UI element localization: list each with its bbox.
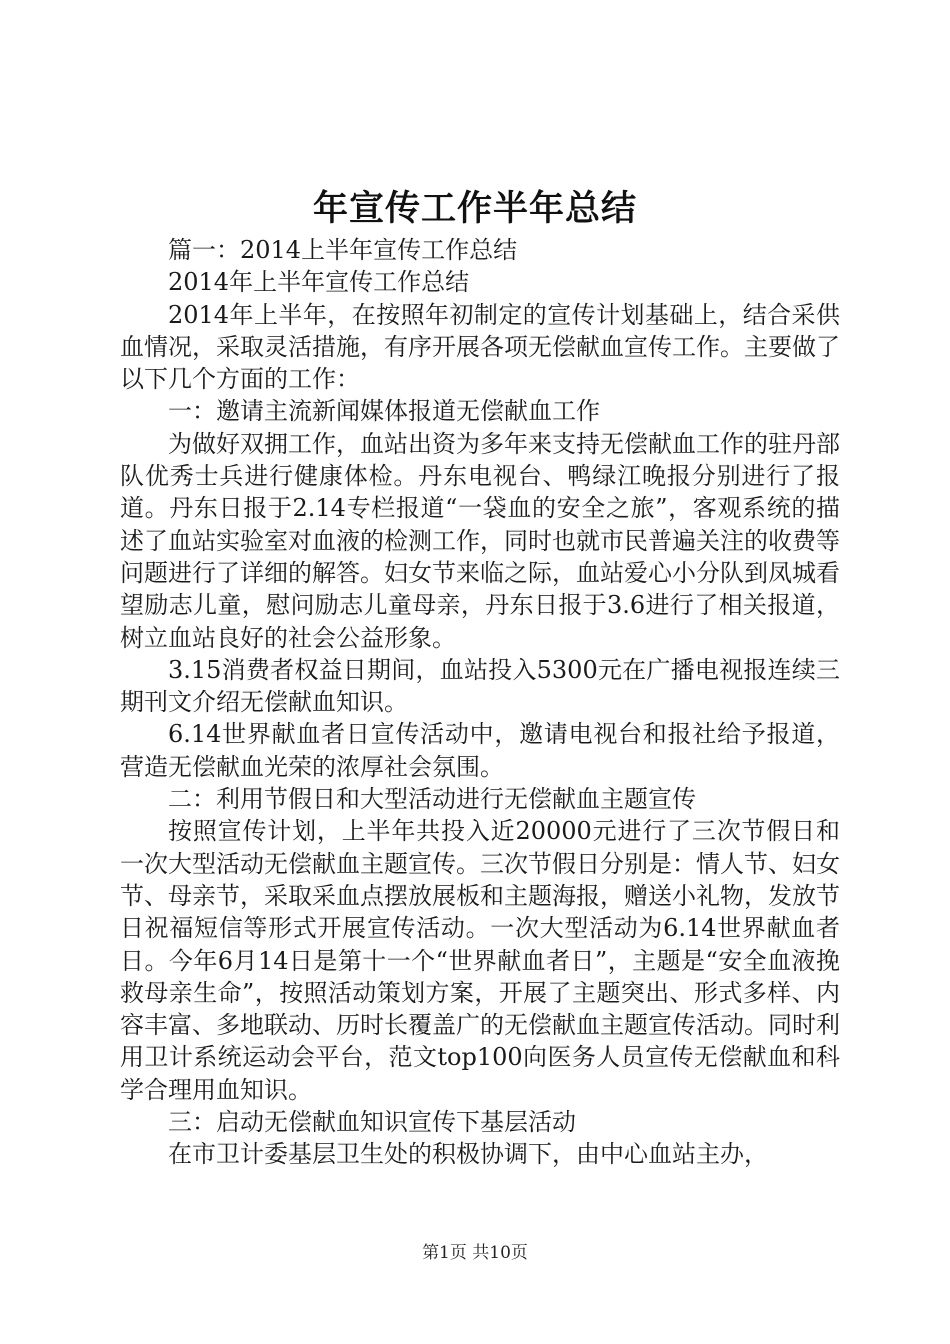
paragraph-intro: 2014年上半年，在按照年初制定的宣传计划基础上，结合采供血情况，采取灵活措施，有序开展各项无偿献血宣传工作。主要做了以下几个方面的工作：: [120, 300, 840, 394]
paragraph-consumer-day: 3.15消费者权益日期间，血站投入5300元在广播电视报连续三期刊文介绍无偿献血知识。: [120, 655, 840, 717]
paragraph-grassroots: 在市卫计委基层卫生处的积极协调下，由中心血站主办，: [168, 1140, 768, 1169]
paragraph-heading-part-one: 篇一：2014上半年宣传工作总结: [168, 236, 518, 264]
paragraph-media-reports: 为做好双拥工作，血站出资为多年来支持无偿献血工作的驻丹部队优秀士兵进行健康体检。丹东电视台、鸭绿江晚报分别进行了报道。丹东日报于2.14专栏报道“一袋血的安全之旅”，客观系统的描述了血站实验室对血液的检测工作，同时也就市民普遍关注的收费等问题进行了详细的解答。妇女节来临之际，血站爱心小分队到凤城看望励志儿童，慰问励志儿童母亲，丹东日报于3.6进行了相关报道，树立血站良好的社会公益形象。: [120, 429, 840, 652]
page-footer: 第1页 共10页: [422, 1243, 528, 1263]
section-heading-two: 二：利用节假日和大型活动进行无偿献血主题宣传: [168, 785, 696, 814]
section-heading-three: 三：启动无偿献血知识宣传下基层活动: [168, 1108, 576, 1137]
document-body: [120, 234, 840, 1171]
document-title: 年宣传工作半年总结: [312, 188, 637, 229]
paragraph-subtitle: 2014年上半年宣传工作总结: [168, 268, 470, 297]
paragraph-donor-day: 6.14世界献血者日宣传活动中，邀请电视台和报社给予报道，营造无偿献血光荣的浓厚社会氛围。: [120, 720, 840, 781]
section-heading-one: 一：邀请主流新闻媒体报道无偿献血工作: [168, 397, 600, 426]
paragraph-holiday-campaigns: 按照宣传计划，上半年共投入近20000元进行了三次节假日和一次大型活动无偿献血主题宣传。三次节假日分别是：情人节、妇女节、母亲节，采取采血点摆放展板和主题海报，赠送小礼物，发放节日祝福短信等形式开展宣传活动。一次大型活动为6.14世界献血者日。今年6月14日是第十一个“世界献血者日”，主题是“安全血液挽救母亲生命”，按照活动策划方案，开展了主题突出、形式多样、内容丰富、多地联动、历时长覆盖广的无偿献血主题宣传活动。同时利用卫计系统运动会平台，范文top100向医务人员宣传无偿献血和科学合理用血知识。: [120, 817, 840, 1104]
